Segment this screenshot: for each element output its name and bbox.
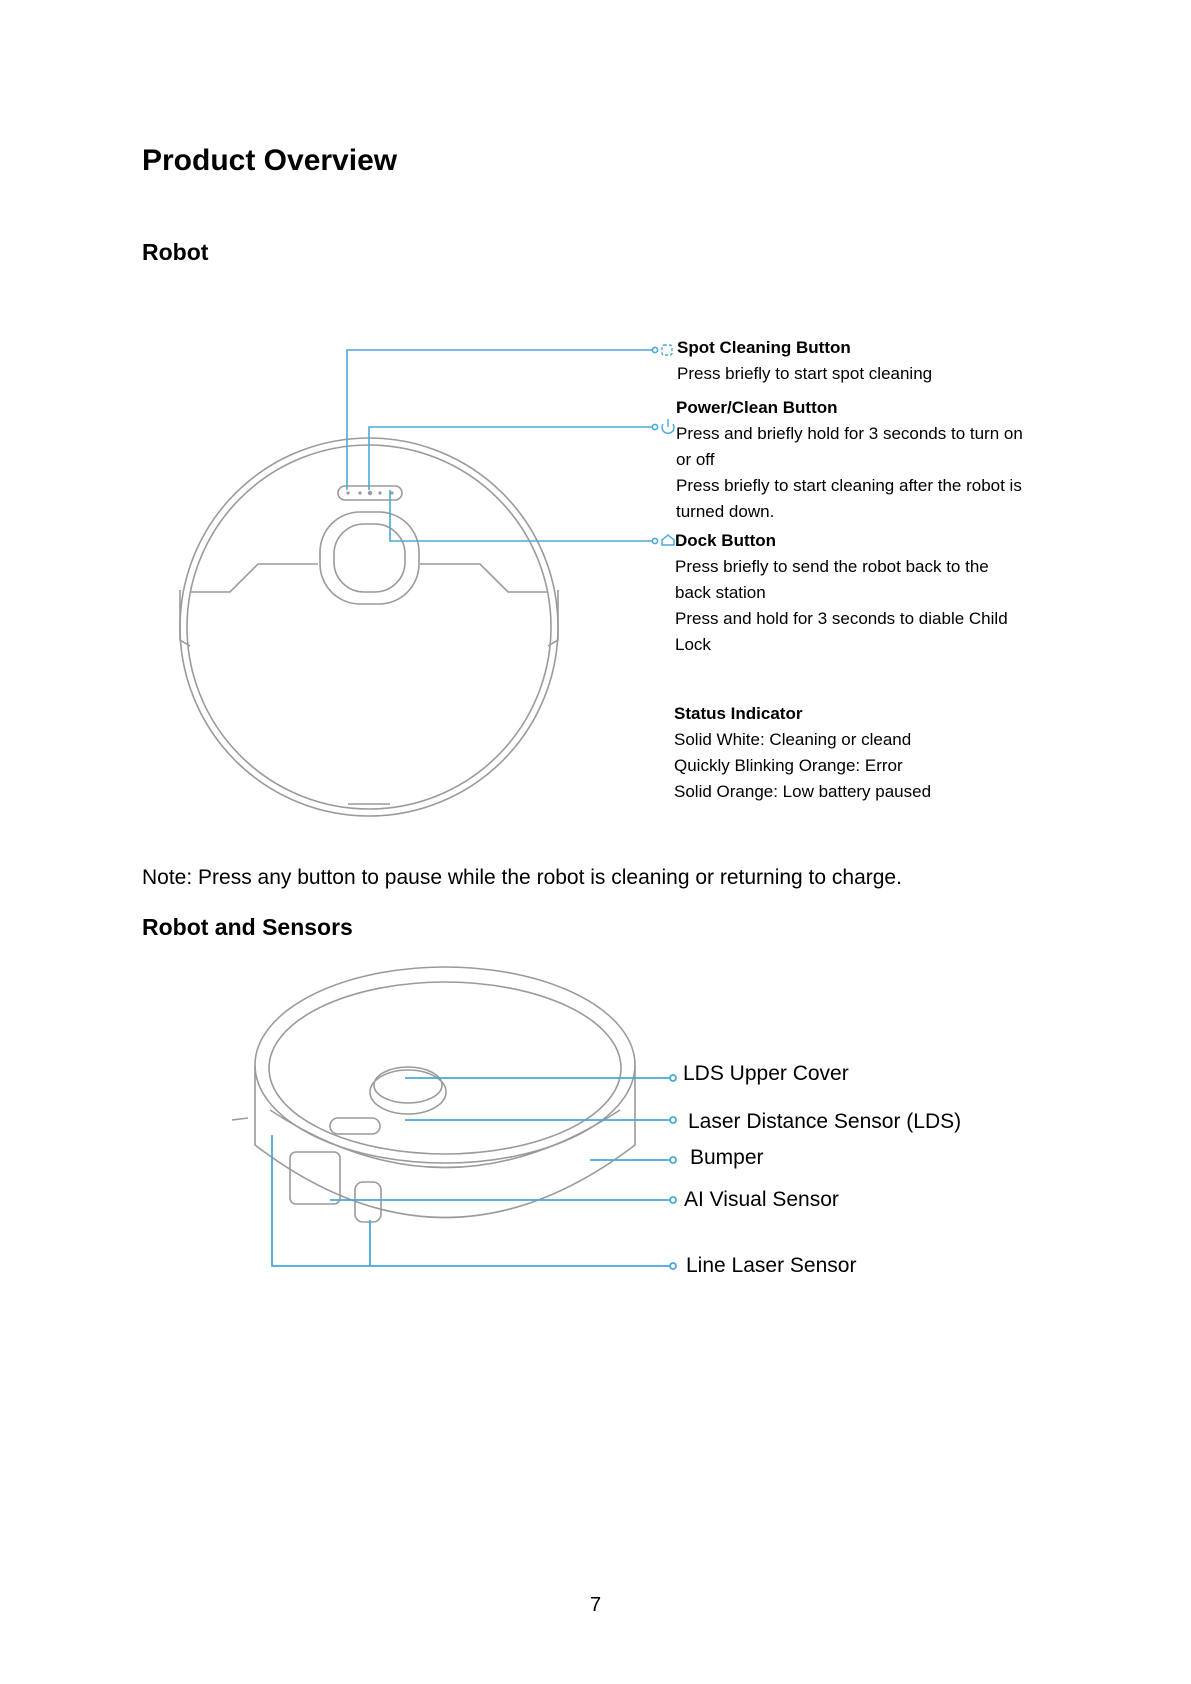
section-title-robot-and-sensors: Robot and Sensors [142, 914, 353, 940]
callout-status-line: Solid White: Cleaning or cleand [674, 730, 912, 749]
callout-dock-line: Lock [675, 635, 711, 654]
page-number: 7 [589, 1594, 602, 1616]
label-ai-visual-sensor: AI Visual Sensor [684, 1188, 839, 1211]
lds-turret [370, 1070, 446, 1114]
label-laser-distance-sensor: Laser Distance Sensor (LDS) [688, 1110, 962, 1133]
robot-bumper-line [270, 1110, 620, 1168]
callout-power-line: Press and briefly hold for 3 seconds to turn on [676, 424, 1023, 443]
callout-dock-title: Dock Button [675, 531, 777, 550]
label-lds-upper-cover: LDS Upper Cover [683, 1062, 849, 1085]
callout-status-line: Quickly Blinking Orange: Error [674, 756, 903, 775]
robot-side-brush [232, 1118, 248, 1120]
callout-power-line: turned down. [676, 502, 775, 521]
callout-spot-title: Spot Cleaning Button [677, 338, 851, 357]
page-title: Product Overview [142, 144, 398, 177]
callout-status-title: Status Indicator [674, 704, 803, 723]
note-text: Note: Press any button to pause while the robot is cleaning or returning to charge. [142, 866, 902, 889]
label-bumper: Bumper [690, 1146, 764, 1169]
callout-power-title: Power/Clean Button [676, 398, 838, 417]
callout-dock-line: Press briefly to send the robot back to the [675, 557, 989, 576]
lds-turret-top [374, 1067, 442, 1103]
callout-dock-line: back station [675, 583, 766, 602]
callout-dock-line: Press and hold for 3 seconds to diable Child [675, 609, 1008, 628]
callout-status-line: Solid Orange: Low battery paused [674, 782, 932, 801]
callout-spot-line: Press briefly to start spot cleaning [677, 364, 933, 383]
callout-power-line: or off [676, 450, 715, 469]
ai-visual-sensor-window [290, 1152, 340, 1204]
label-line-laser-sensor: Line Laser Sensor [686, 1254, 857, 1277]
section-title-robot: Robot [142, 239, 209, 265]
robot-top-inner-ellipse [269, 982, 621, 1154]
robot-button-strip [330, 1118, 380, 1134]
callout-power-line: Press briefly to start cleaning after the robot is [676, 476, 1022, 495]
